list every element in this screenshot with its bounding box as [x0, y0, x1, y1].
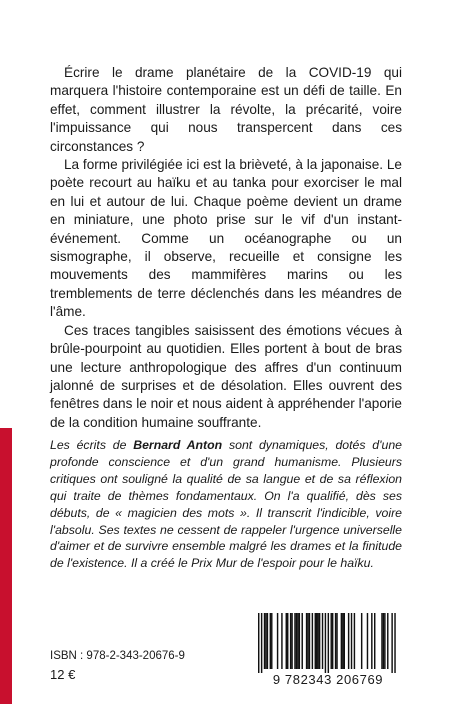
barcode-bar — [354, 613, 355, 669]
barcode — [252, 613, 400, 691]
barcode-bar — [331, 613, 332, 669]
barcode-bar — [281, 613, 282, 669]
barcode-bar — [328, 613, 329, 673]
barcode-bar — [341, 613, 342, 669]
barcode-bar — [296, 613, 297, 669]
barcode-bar — [367, 613, 368, 669]
barcode-bar — [344, 613, 345, 669]
barcode-bar — [381, 613, 382, 669]
barcode-bar — [290, 613, 291, 669]
barcode-bars — [252, 613, 400, 673]
barcode-bar — [336, 613, 337, 669]
barcode-bar — [271, 613, 272, 669]
barcode-bar — [261, 613, 262, 673]
paragraph-3: Ces traces tangibles saisissent des émotions vécues à brûle-pourpoint au quotidien. Elles portent à bout de bras une lecture anthropologique des affres d'un continuum jalonné de surprises et de désolation. Elles ouvrent des fenêtres dans le noir et nous aident à appréhender l'aporie de la condition humaine souffrante. — [50, 322, 402, 430]
barcode-bar — [312, 613, 313, 669]
barcode-bar — [258, 613, 259, 673]
barcode-bar — [332, 613, 333, 669]
barcode-bar — [394, 613, 395, 673]
author-bio — [50, 437, 402, 572]
barcode-bar — [297, 613, 298, 669]
barcode-bar — [302, 613, 303, 669]
barcode-bar — [294, 613, 295, 669]
barcode-digits: 9 782343 206769 — [272, 672, 384, 687]
barcode-bar — [315, 613, 316, 669]
barcode-bar — [286, 613, 287, 669]
barcode-bar — [348, 613, 349, 669]
isbn-label: ISBN : 978-2-343-20676-9 — [50, 650, 185, 662]
bio-text: sont dynamiques, dotés d'une profonde conscience et d'un grand humanisme. Plusieurs critiques ont souligné la qualité de sa langue et de sa réflexion qui traite de thèmes fondamentaux. On l'a qualifié, dès ses débuts, de « magicien des mots ». Il transcrit l'indicible, voire l'absolu. Ses textes ne cessent de rappeler l'urgence universelle d'aimer et de survivre ensemble malgré les drames et la finitude de l'existence. Il a créé le Prix Mur de l'espoir pour le haïku. — [50, 438, 403, 571]
barcode-bar — [371, 613, 372, 669]
barcode-bar — [384, 613, 385, 669]
barcode-bar — [319, 613, 320, 669]
barcode-bar — [287, 613, 288, 669]
back-cover-text — [50, 64, 402, 432]
barcode-bar — [335, 613, 336, 669]
red-spine-bar — [0, 428, 12, 704]
barcode-bar — [317, 613, 318, 669]
paragraph-1: Écrire le drame planétaire de la COVID-19 qui marquera l'histoire contemporaine est un défi de taille. En effet, comment illustrer la révolte, la précarité, voire l'impuissance qui nous transpercent dans ces circonstances ? — [50, 65, 402, 154]
barcode-bar — [299, 613, 300, 669]
author-name: Bernard Anton — [133, 438, 223, 452]
barcode-bar — [361, 613, 362, 669]
barcode-bar — [306, 613, 307, 669]
barcode-bar — [351, 613, 352, 669]
barcode-bar — [264, 613, 265, 669]
bio-prefix: Les écrits de — [50, 438, 134, 452]
barcode-bar — [270, 613, 271, 669]
barcode-bar — [267, 613, 268, 669]
barcode-bar — [342, 613, 343, 669]
barcode-bar — [316, 613, 317, 669]
barcode-bar — [322, 613, 323, 669]
barcode-bar — [391, 613, 392, 673]
barcode-bar — [277, 613, 278, 669]
barcode-bar — [307, 613, 308, 669]
barcode-bar — [291, 613, 292, 669]
barcode-bar — [325, 613, 326, 673]
price-label: 12 € — [50, 667, 76, 682]
barcode-bar — [383, 613, 384, 669]
barcode-bar — [374, 613, 375, 669]
barcode-bar — [387, 613, 388, 669]
paragraph-2: La forme privilégiée ici est la brièveté, à la japonaise. Le poète recourt au haïku et au tanka pour exorciser le mal en lui et autour de lui. Chaque poème devient un drame en miniature, une photo prise sur le vif d'un instant-événement. Comme un océanographe ou un sismographe, il observe, recueille et consigne les mouvements des mammifères marins ou les tremblements de terre déclenchés dans les méandres de l'âme. — [50, 157, 402, 320]
barcode-bar — [309, 613, 310, 669]
barcode-bar — [265, 613, 266, 669]
